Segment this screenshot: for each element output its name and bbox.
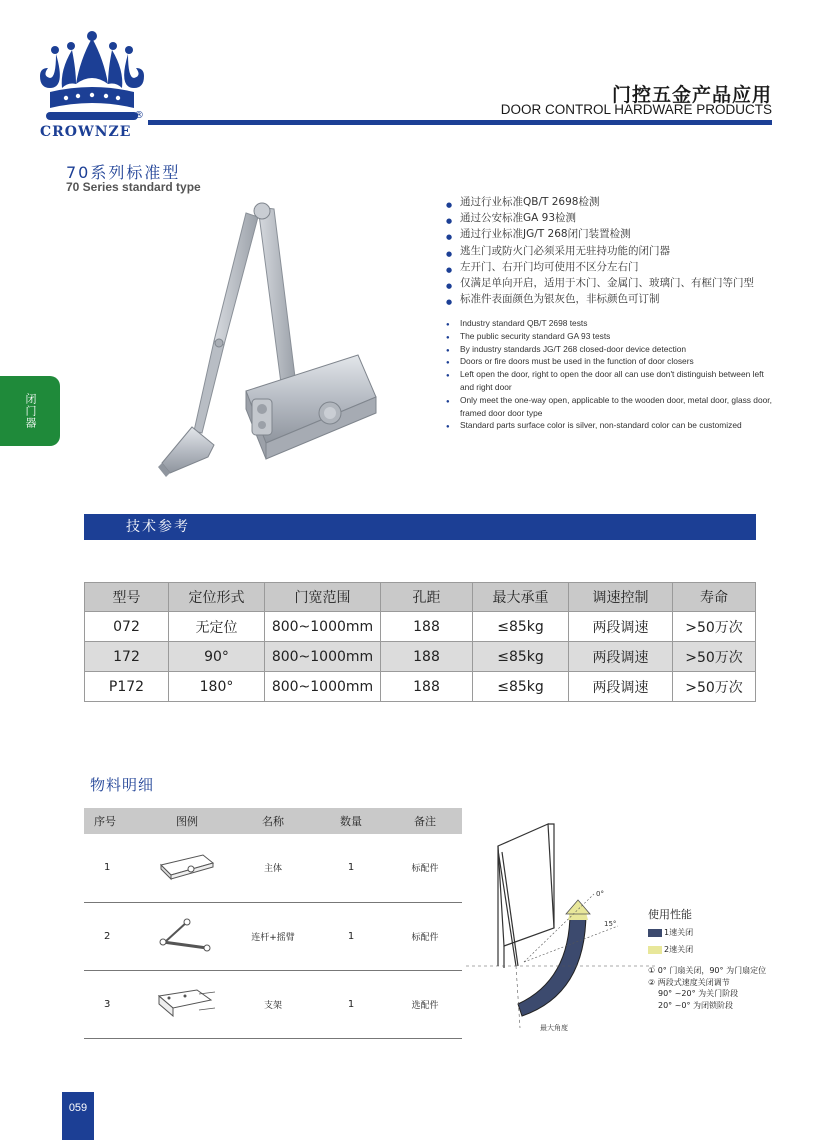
tech-section-bar: 技术参考 bbox=[84, 514, 756, 540]
legend-stage2 bbox=[648, 944, 693, 955]
side-tab-label: 闭门器 bbox=[24, 393, 37, 429]
spec-table-header bbox=[85, 583, 756, 612]
mat-name: 支架 bbox=[232, 970, 314, 1038]
legend-label-stage2: 2速关闭 bbox=[664, 945, 694, 954]
spec-cell: >50万次 bbox=[673, 612, 756, 642]
swing-direction-arrow bbox=[566, 900, 590, 914]
spec-cell: ≤85kg bbox=[473, 642, 569, 672]
feature-en-item: ● Industry standard QB/T 2698 tests bbox=[446, 317, 776, 330]
header-rule bbox=[148, 120, 772, 125]
materials-title: 物料明细 bbox=[90, 776, 155, 794]
spec-cell: 两段调速 bbox=[569, 612, 673, 642]
feature-en-item: ● Doors or fire doors must be used in the function of door closers bbox=[446, 355, 776, 368]
feature-cn-item: ● 仅满足单向开启，适用于木门、金属门、玻璃门、有框门等门型 bbox=[446, 275, 786, 291]
spec-col-header: 寿命 bbox=[673, 583, 756, 612]
spec-cell: 两段调速 bbox=[569, 672, 673, 702]
legend-stage1 bbox=[648, 927, 693, 938]
legend-swatch-stage2 bbox=[648, 946, 662, 954]
legend-swatch-stage1 bbox=[648, 929, 662, 937]
materials-row bbox=[84, 834, 462, 902]
mat-index: 1 bbox=[84, 834, 142, 902]
mat-name: 连杆+摇臂 bbox=[232, 902, 314, 970]
spec-cell: 两段调速 bbox=[569, 642, 673, 672]
mat-col-header: 名称 bbox=[232, 808, 314, 834]
feature-cn-item: ● 通过行业标准QB/T 2698检测 bbox=[446, 194, 786, 210]
feature-en-item: ● Standard parts surface color is silver, non-standard color can be customized bbox=[446, 419, 776, 432]
feature-en-item: ● By industry standards JG/T 268 closed-door device detection bbox=[446, 343, 776, 356]
spec-col-header: 型号 bbox=[85, 583, 169, 612]
spec-cell: 188 bbox=[381, 612, 473, 642]
feature-cn-item: ● 通过公安标准GA 93检测 bbox=[446, 210, 786, 226]
features-en-list bbox=[446, 317, 776, 432]
mat-col-header: 序号 bbox=[84, 808, 142, 834]
header-title-cn: 门控五金产品应用 bbox=[611, 84, 772, 106]
mat-col-header: 图例 bbox=[142, 808, 232, 834]
series-title-en: 70 Series standard type bbox=[66, 180, 201, 194]
feature-cn-item: ● 通过行业标准JG/T 268闭门装置检测 bbox=[446, 226, 786, 242]
mat-qty: 1 bbox=[314, 970, 388, 1038]
mat-illustration bbox=[142, 970, 232, 1038]
legend-label-stage1: 1速关闭 bbox=[664, 928, 694, 937]
spec-cell: >50万次 bbox=[673, 672, 756, 702]
mat-index: 3 bbox=[84, 970, 142, 1038]
spec-cell: 188 bbox=[381, 642, 473, 672]
mat-illustration bbox=[142, 902, 232, 970]
spec-col-header: 孔距 bbox=[381, 583, 473, 612]
materials-header bbox=[84, 808, 462, 834]
features-cn-list bbox=[446, 194, 786, 307]
usage-note: ① 0° 门扇关闭，90° 为门扇定位 bbox=[648, 966, 767, 975]
spec-col-header: 调速控制 bbox=[569, 583, 673, 612]
spec-cell: 172 bbox=[85, 642, 169, 672]
spec-col-header: 定位形式 bbox=[169, 583, 265, 612]
spec-cell: P172 bbox=[85, 672, 169, 702]
closer-body-icon bbox=[155, 851, 219, 881]
spec-col-header: 最大承重 bbox=[473, 583, 569, 612]
door-swing-diagram bbox=[462, 816, 662, 1036]
angle-0-label: 0° bbox=[596, 890, 604, 898]
mat-qty: 1 bbox=[314, 834, 388, 902]
mat-note: 标配件 bbox=[388, 902, 462, 970]
materials-row bbox=[84, 970, 462, 1038]
spec-table bbox=[84, 582, 756, 702]
usage-title: 使用性能 bbox=[648, 908, 692, 921]
spec-cell: 188 bbox=[381, 672, 473, 702]
spec-cell: 800~1000mm bbox=[265, 672, 381, 702]
usage-notes bbox=[648, 965, 766, 1011]
spec-table-row bbox=[85, 672, 756, 702]
feature-cn-item: ● 标准件表面颜色为银灰色，非标颜色可订制 bbox=[446, 291, 786, 307]
header-title-en: DOOR CONTROL HARDWARE PRODUCTS bbox=[500, 102, 772, 117]
arm-link-icon bbox=[155, 918, 219, 952]
usage-note: ② 两段式速度关闭调节 bbox=[648, 977, 730, 987]
page-number: 059 bbox=[62, 1092, 94, 1140]
stage1-arc bbox=[518, 912, 586, 1016]
bracket-icon bbox=[155, 986, 219, 1020]
spec-cell: 800~1000mm bbox=[265, 642, 381, 672]
feature-en-item: ● Only meet the one-way open, applicable to the wooden door, metal door, glass door, framed door door type bbox=[446, 394, 776, 420]
spec-cell: 无定位 bbox=[169, 612, 265, 642]
mat-name: 主体 bbox=[232, 834, 314, 902]
mat-col-header: 备注 bbox=[388, 808, 462, 834]
mat-col-header: 数量 bbox=[314, 808, 388, 834]
mat-qty: 1 bbox=[314, 902, 388, 970]
feature-cn-item: ● 左开门、右开门均可使用不区分左右门 bbox=[446, 259, 786, 275]
spec-cell: 180° bbox=[169, 672, 265, 702]
spec-cell: ≤85kg bbox=[473, 612, 569, 642]
materials-row bbox=[84, 902, 462, 970]
spec-col-header: 门宽范围 bbox=[265, 583, 381, 612]
series-title-cn: 70系列标准型 bbox=[66, 163, 181, 182]
mat-illustration bbox=[142, 834, 232, 902]
registered-mark: ® bbox=[134, 110, 144, 121]
spec-table-row bbox=[85, 612, 756, 642]
mat-note: 标配件 bbox=[388, 834, 462, 902]
spec-cell: >50万次 bbox=[673, 642, 756, 672]
side-tab-door-closer[interactable] bbox=[0, 376, 60, 446]
materials-table bbox=[84, 808, 462, 1039]
angle-15-label: 15° bbox=[604, 920, 617, 928]
max-angle-label: 最大角度 bbox=[540, 1024, 568, 1032]
spec-cell: 90° bbox=[169, 642, 265, 672]
feature-en-item: ● The public security standard GA 93 tests bbox=[446, 330, 776, 343]
spec-cell: ≤85kg bbox=[473, 672, 569, 702]
usage-note: 90° ~20° 为关门阶段 bbox=[658, 989, 739, 998]
mat-note: 选配件 bbox=[388, 970, 462, 1038]
spec-table-row bbox=[85, 642, 756, 672]
feature-en-item: ● Left open the door, right to open the door all can use don't distinguish between left and right door bbox=[446, 368, 776, 394]
feature-cn-item: ● 逃生门或防火门必须采用无驻持功能的闭门器 bbox=[446, 243, 786, 259]
brand-name: CROWNZE bbox=[40, 124, 132, 140]
door-closer-product-image bbox=[150, 195, 390, 480]
spec-cell: 072 bbox=[85, 612, 169, 642]
usage-note: 20° ~0° 为闭锁阶段 bbox=[658, 1000, 734, 1010]
mat-index: 2 bbox=[84, 902, 142, 970]
spec-cell: 800~1000mm bbox=[265, 612, 381, 642]
